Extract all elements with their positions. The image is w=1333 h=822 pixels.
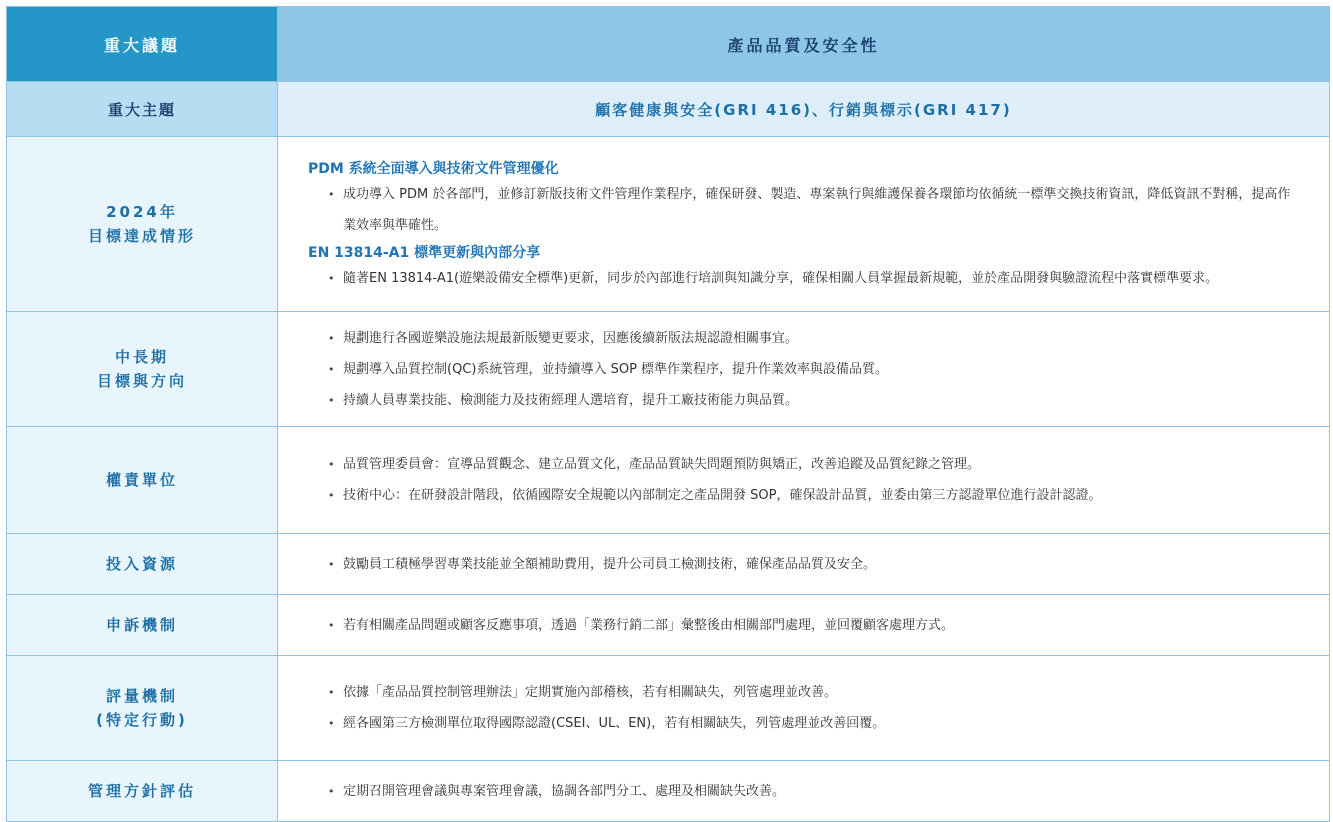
evaluation-content: [278, 656, 1330, 761]
mid-term-row: [7, 312, 1330, 427]
grievance-content: [278, 595, 1330, 656]
mid-term-label-line2: 目標與方向: [96, 372, 187, 390]
goal-section2-list: [308, 263, 1299, 294]
mid-term-label: [7, 312, 278, 427]
list-item: • 品質管理委員會：宣導品質觀念、建立品質文化，產品品質缺失問題預防與矯正，改善追蹤及品質紀錄之管理。: [308, 449, 1299, 480]
grievance-list: [308, 610, 1299, 641]
policy-review-label: 管理方針評估: [7, 761, 278, 822]
policy-review-list: [308, 776, 1299, 807]
grievance-row: [7, 595, 1330, 656]
policy-review-row: [7, 761, 1330, 822]
goal-label-line2: 目標達成情形: [87, 227, 196, 245]
evaluation-label: [7, 656, 278, 761]
header-row: [7, 7, 1330, 82]
topic-row: [7, 82, 1330, 137]
mid-term-content: [278, 312, 1330, 427]
evaluation-label-line1: 評量機制: [105, 687, 178, 705]
responsibility-row: [7, 427, 1330, 534]
resources-row: [7, 534, 1330, 595]
goal-label-line1: 2024年: [106, 203, 178, 221]
mid-term-list: [308, 323, 1299, 416]
goal-content: [278, 137, 1330, 312]
responsibility-label: 權責單位: [7, 427, 278, 534]
list-item: • 若有相關產品問題或顧客反應事項，透過「業務行銷二部」彙整後由相關部門處理，並回覆顧客處理方式。: [308, 610, 1299, 641]
goal-row: [7, 137, 1330, 312]
topic-label: 重大主題: [7, 82, 278, 137]
evaluation-list: [308, 677, 1299, 739]
resources-list: [308, 549, 1299, 580]
list-item: • 持續人員專業技能、檢測能力及技術經理人選培育，提升工廠技術能力與品質。: [308, 385, 1299, 416]
resources-content: [278, 534, 1330, 595]
list-item: • 隨著EN 13814-A1(遊樂設備安全標準)更新，同步於內部進行培訓與知識分享，確保相關人員掌握最新規範，並於產品開發與驗證流程中落實標準要求。: [308, 263, 1299, 294]
list-item: • 規劃導入品質控制(QC)系統管理，並持續導入 SOP 標準作業程序，提升作業效率與設備品質。: [308, 354, 1299, 385]
list-item: • 成功導入 PDM 於各部門，並修訂新版技術文件管理作業程序，確保研發、製造、專案執行與維護保養各環節均依循統一標準交換技術資訊，降低資訊不對稱，提高作業效率與準確性。: [308, 179, 1299, 241]
header-material-issue: 重大議題: [7, 7, 278, 82]
mid-term-label-line1: 中長期: [114, 348, 169, 366]
goal-section2-heading: EN 13814-A1 標準更新與內部分享: [308, 244, 541, 261]
evaluation-label-line2: (特定行動): [96, 711, 188, 729]
list-item: • 經各國第三方檢測單位取得國際認證(CSEI、UL、EN)，若有相關缺失，列管處理並改善回覆。: [308, 708, 1299, 739]
resources-label: 投入資源: [7, 534, 278, 595]
responsibility-content: [278, 427, 1330, 534]
policy-review-content: [278, 761, 1330, 822]
header-issue-title: 產品品質及安全性: [278, 7, 1330, 82]
list-item: • 依據「產品品質控制管理辦法」定期實施內部稽核，若有相關缺失，列管處理並改善。: [308, 677, 1299, 708]
goal-section1-list: [308, 179, 1299, 241]
topic-value: 顧客健康與安全(GRI 416)、行銷與標示(GRI 417): [278, 82, 1330, 137]
list-item: • 鼓勵員工積極學習專業技能並全額補助費用，提升公司員工檢測技術，確保產品品質及安全。: [308, 549, 1299, 580]
list-item: • 技術中心：在研發設計階段，依循國際安全規範以內部制定之產品開發 SOP，確保設計品質，並委由第三方認證單位進行設計認證。: [308, 480, 1299, 511]
list-item: • 規劃進行各國遊樂設施法規最新版變更要求，因應後續新版法規認證相關事宜。: [308, 323, 1299, 354]
evaluation-row: [7, 656, 1330, 761]
list-item: • 定期召開管理會議與專案管理會議，協調各部門分工、處理及相關缺失改善。: [308, 776, 1299, 807]
grievance-label: 申訴機制: [7, 595, 278, 656]
goal-section1-heading: PDM 系統全面導入與技術文件管理優化: [308, 160, 559, 177]
material-topic-table-frame: [6, 6, 1329, 814]
material-topic-table: [6, 6, 1330, 822]
responsibility-list: [308, 449, 1299, 511]
goal-label: [7, 137, 278, 312]
